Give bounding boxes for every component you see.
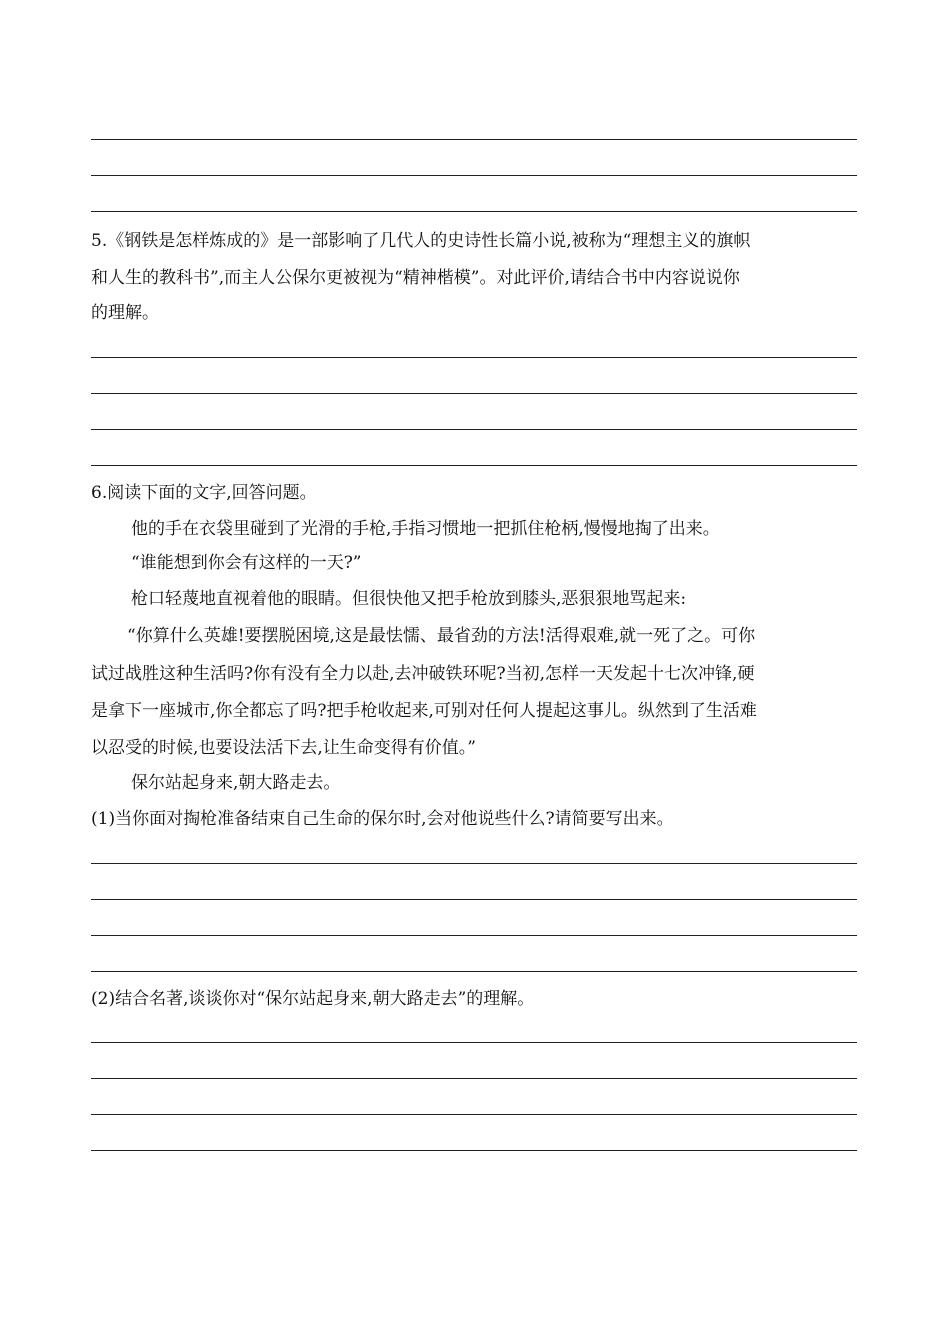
answer-line[interactable]: [91, 175, 857, 176]
q6-passage-p4-line-2: 试过战胜这种生活吗?你有没有全力以赴,去冲破铁环呢?当初,怎样一天发起十七次冲锋,硬: [91, 664, 755, 684]
answer-line[interactable]: [91, 1114, 857, 1115]
q6-sub1: (1)当你面对掏枪准备结束自己生命的保尔时,会对他说些什么?请简要写出来。: [91, 809, 674, 829]
answer-line[interactable]: [91, 465, 857, 466]
answer-line[interactable]: [91, 393, 857, 394]
answer-line[interactable]: [91, 139, 857, 140]
answer-line[interactable]: [91, 1150, 857, 1151]
answer-line[interactable]: [91, 357, 857, 358]
q6-sub2: (2)结合名著,谈谈你对“保尔站起身来,朝大路走去”的理解。: [91, 989, 535, 1009]
answer-line[interactable]: [91, 899, 857, 900]
q6-passage-p4-line-1: “你算什么英雄!要摆脱困境,这是最怯懦、最省劲的方法!活得艰难,就一死了之。可你: [127, 626, 756, 646]
q6-passage-p4-line-3: 是拿下一座城市,你全都忘了吗?把手枪收起来,可别对任何人提起这事儿。纵然到了生活难: [91, 701, 757, 721]
q5-text-line-2: 和人生的教科书”,而主人公保尔更被视为“精神楷模”。对此评价,请结合书中内容说说你: [91, 268, 740, 288]
q6-passage-p1: 他的手在衣袋里碰到了光滑的手枪,手指习惯地一把抓住枪柄,慢慢地掏了出来。: [131, 519, 720, 539]
answer-line[interactable]: [91, 1042, 857, 1043]
q5-text-line-3: 的理解。: [91, 303, 159, 323]
answer-line[interactable]: [91, 429, 857, 430]
answer-line[interactable]: [91, 971, 857, 972]
answer-line[interactable]: [91, 211, 857, 212]
q6-title: 6.阅读下面的文字,回答问题。: [91, 483, 317, 503]
answer-line[interactable]: [91, 1078, 857, 1079]
q6-passage-p2: “谁能想到你会有这样的一天?”: [131, 553, 362, 573]
q5-text-line-1: 5.《钢铁是怎样炼成的》是一部影响了几代人的史诗性长篇小说,被称为“理想主义的旗帜: [91, 231, 751, 251]
answer-line[interactable]: [91, 935, 857, 936]
q6-passage-p5: 保尔站起身来,朝大路走去。: [131, 773, 341, 793]
q6-passage-p3: 枪口轻蔑地直视着他的眼睛。但很快他又把手枪放到膝头,恶狠狠地骂起来:: [131, 589, 687, 609]
answer-line[interactable]: [91, 863, 857, 864]
q6-passage-p4-line-4: 以忍受的时候,也要设法活下去,让生命变得有价值。”: [91, 738, 476, 758]
